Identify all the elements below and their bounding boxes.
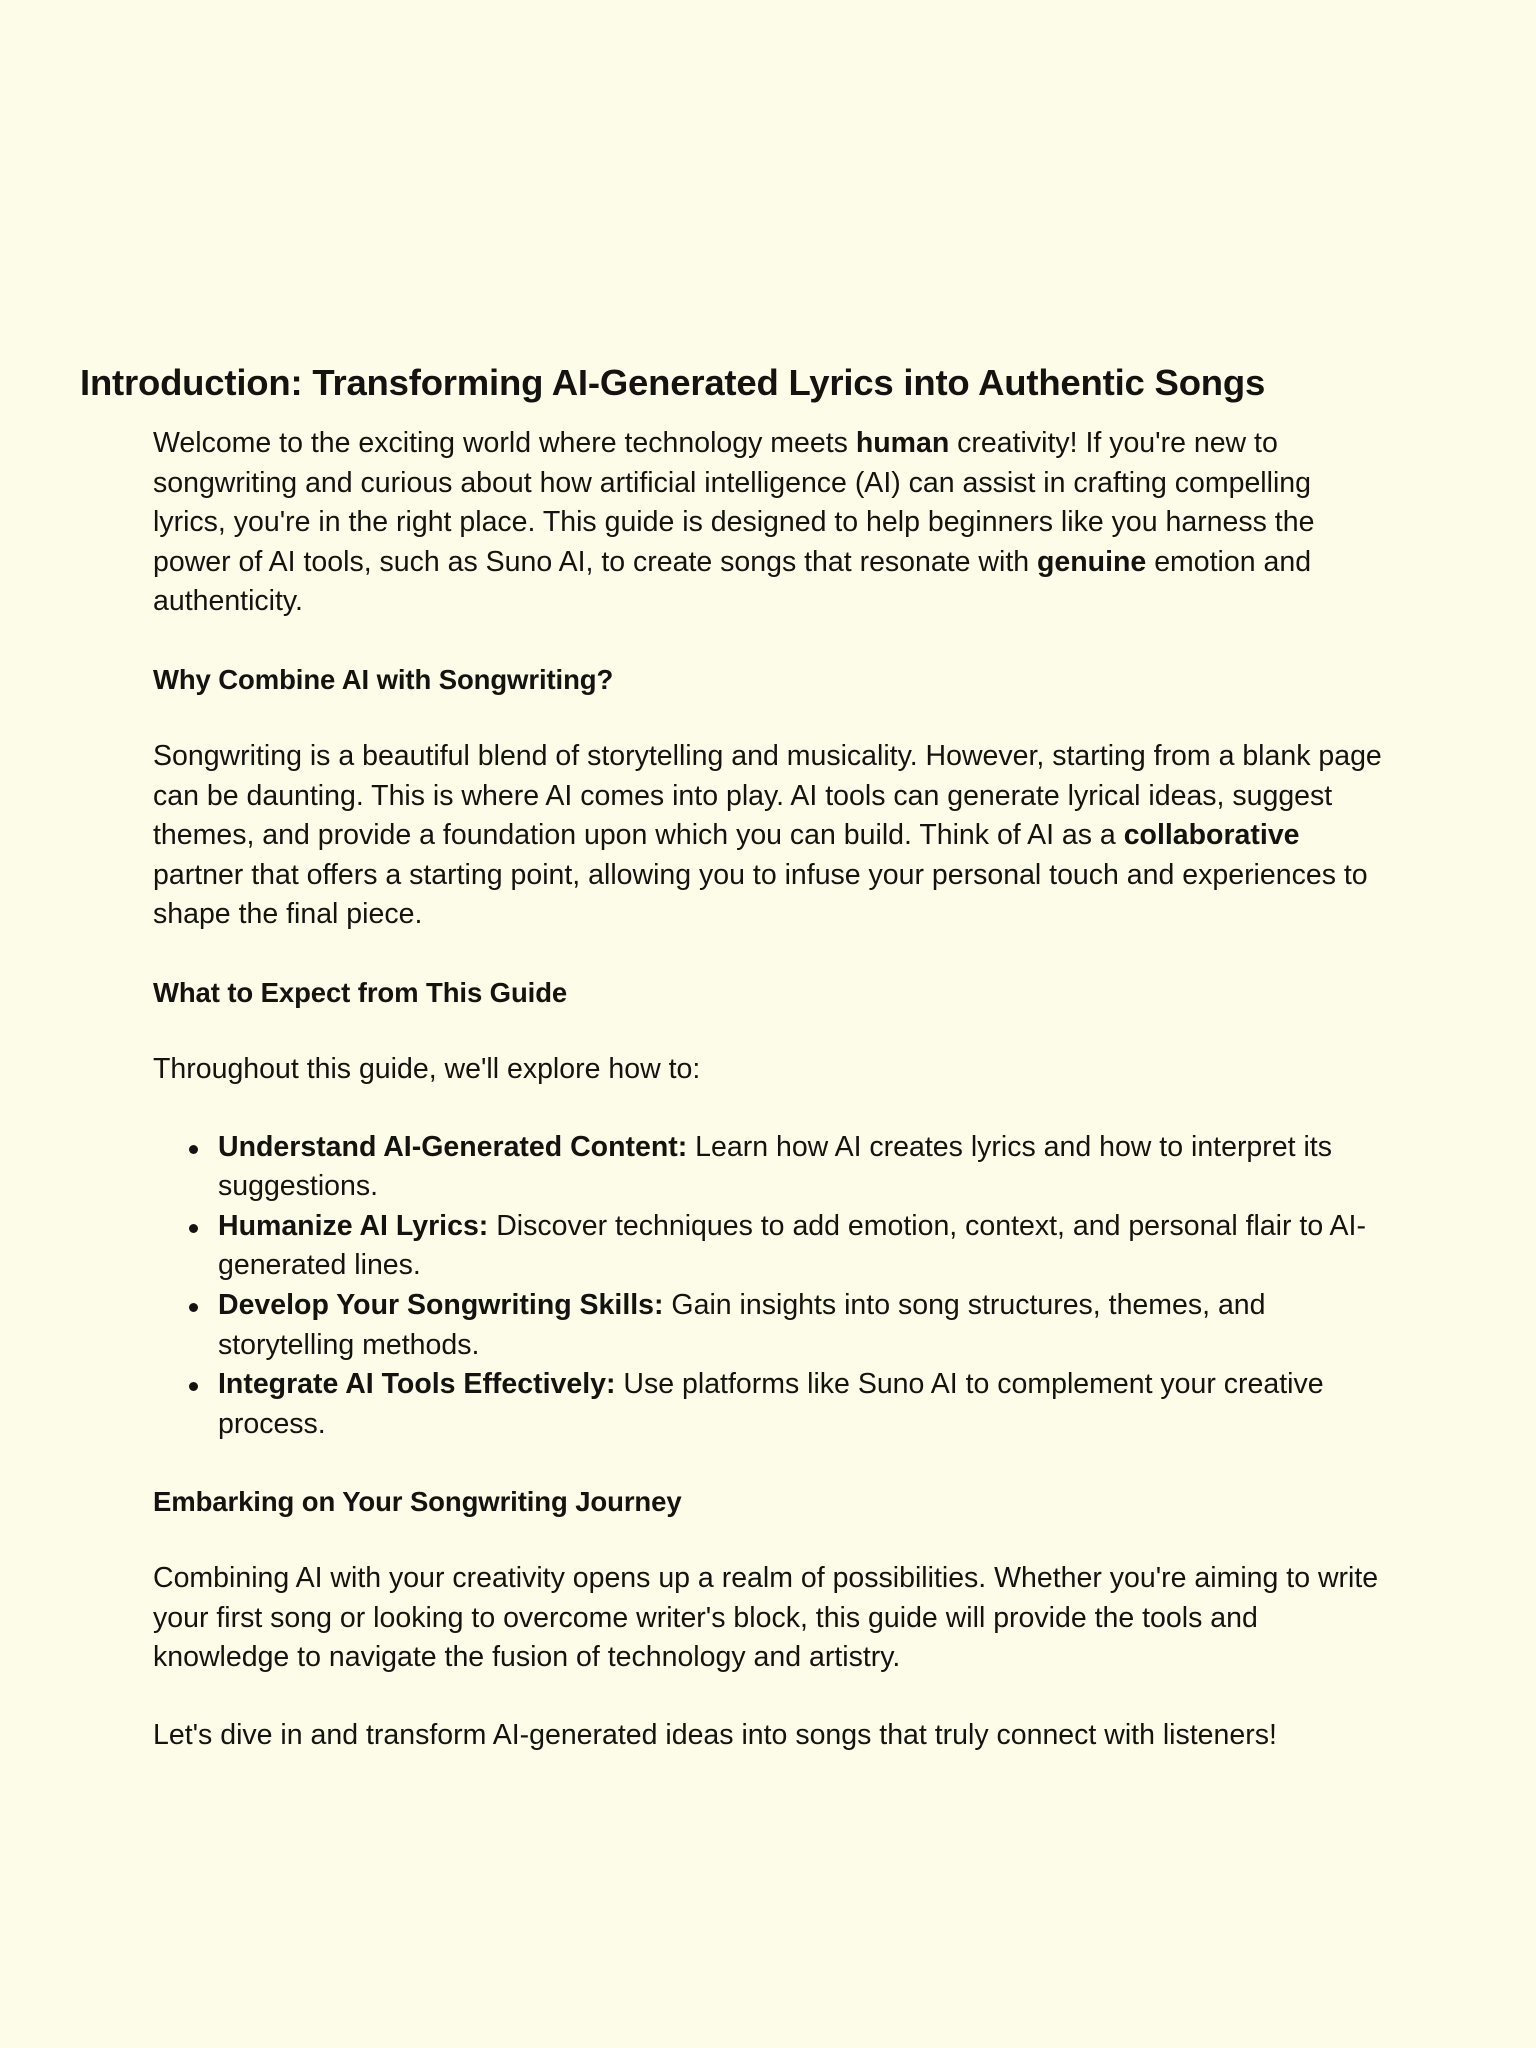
intro-bold-genuine: genuine xyxy=(1037,545,1147,578)
guide-topics-list xyxy=(153,1128,1385,1445)
section-heading-why-combine: Why Combine AI with Songwriting? xyxy=(153,663,614,695)
intro-text-part-3: emotion and authenticity. xyxy=(153,545,1312,618)
list-item-label: Develop Your Songwriting Skills: xyxy=(218,1288,664,1321)
page-title: Introduction: Transforming AI-Generated Lyrics into Authentic Songs xyxy=(80,362,1266,404)
intro-text-part-2: creativity! If you're new to songwriting and curious about how artificial intelligence (AI) can assist in crafting compelling lyrics, you're in the right place. This guide is designed to help beginners like you harness the power of AI tools, such as Suno AI, to create songs that resonate with xyxy=(153,427,1315,578)
list-item-label: Humanize AI Lyrics: xyxy=(218,1209,489,1242)
embarking-paragraph-1: Combining AI with your creativity opens up a realm of possibilities. Whether you're aiming to write your first song or looking to overcome writer's block, this guide will provide the tools and knowledge to navigate the fusion of technology and artistry. xyxy=(153,1562,1379,1674)
intro-text-part-1: Welcome to the exciting world where technology meets xyxy=(153,427,856,459)
list-item-description: Use platforms like Suno AI to complement your creative process. xyxy=(218,1368,1324,1440)
why-combine-text-part-1: Songwriting is a beautiful blend of storytelling and musicality. However, starting from a blank page can be daunting. This is where AI comes into play. AI tools can generate lyrical ideas, suggest themes, and provide a foundation upon which you can build. Think of AI as a xyxy=(153,739,1382,852)
list-item xyxy=(153,1365,1385,1444)
list-item-label: Integrate AI Tools Effectively: xyxy=(218,1368,616,1401)
bullet-point-icon xyxy=(189,1382,198,1391)
bullet-point-icon xyxy=(189,1224,198,1233)
intro-paragraph xyxy=(153,424,1385,622)
bullet-point-icon xyxy=(189,1303,198,1312)
what-to-expect-lead-in: Throughout this guide, we'll explore how to: xyxy=(153,1052,701,1085)
list-item-description: Learn how AI creates lyrics and how to interpret its suggestions. xyxy=(218,1130,1332,1203)
section-heading-what-to-expect: What to Expect from This Guide xyxy=(153,976,568,1008)
list-item xyxy=(153,1207,1385,1286)
embarking-paragraph-2: Let's dive in and transform AI-generated ideas into songs that truly connect with listeners! xyxy=(153,1719,1277,1752)
why-combine-bold-collaborative: collaborative xyxy=(1123,819,1300,852)
intro-bold-human: human xyxy=(855,427,950,459)
list-item-description: Discover techniques to add emotion, context, and personal flair to AI-generated lines. xyxy=(218,1209,1366,1282)
list-item-description: Gain insights into song structures, themes, and storytelling methods. xyxy=(218,1288,1266,1361)
why-combine-paragraph xyxy=(153,737,1385,935)
list-item xyxy=(153,1286,1385,1365)
bullet-point-icon xyxy=(189,1145,198,1154)
list-item-label: Understand AI-Generated Content: xyxy=(218,1130,688,1163)
list-item xyxy=(153,1128,1385,1207)
section-heading-embarking: Embarking on Your Songwriting Journey xyxy=(153,1486,682,1518)
document-body xyxy=(153,424,1385,1756)
why-combine-text-part-2: partner that offers a starting point, allowing you to infuse your personal touch and experiences to shape the final piece. xyxy=(153,858,1368,931)
